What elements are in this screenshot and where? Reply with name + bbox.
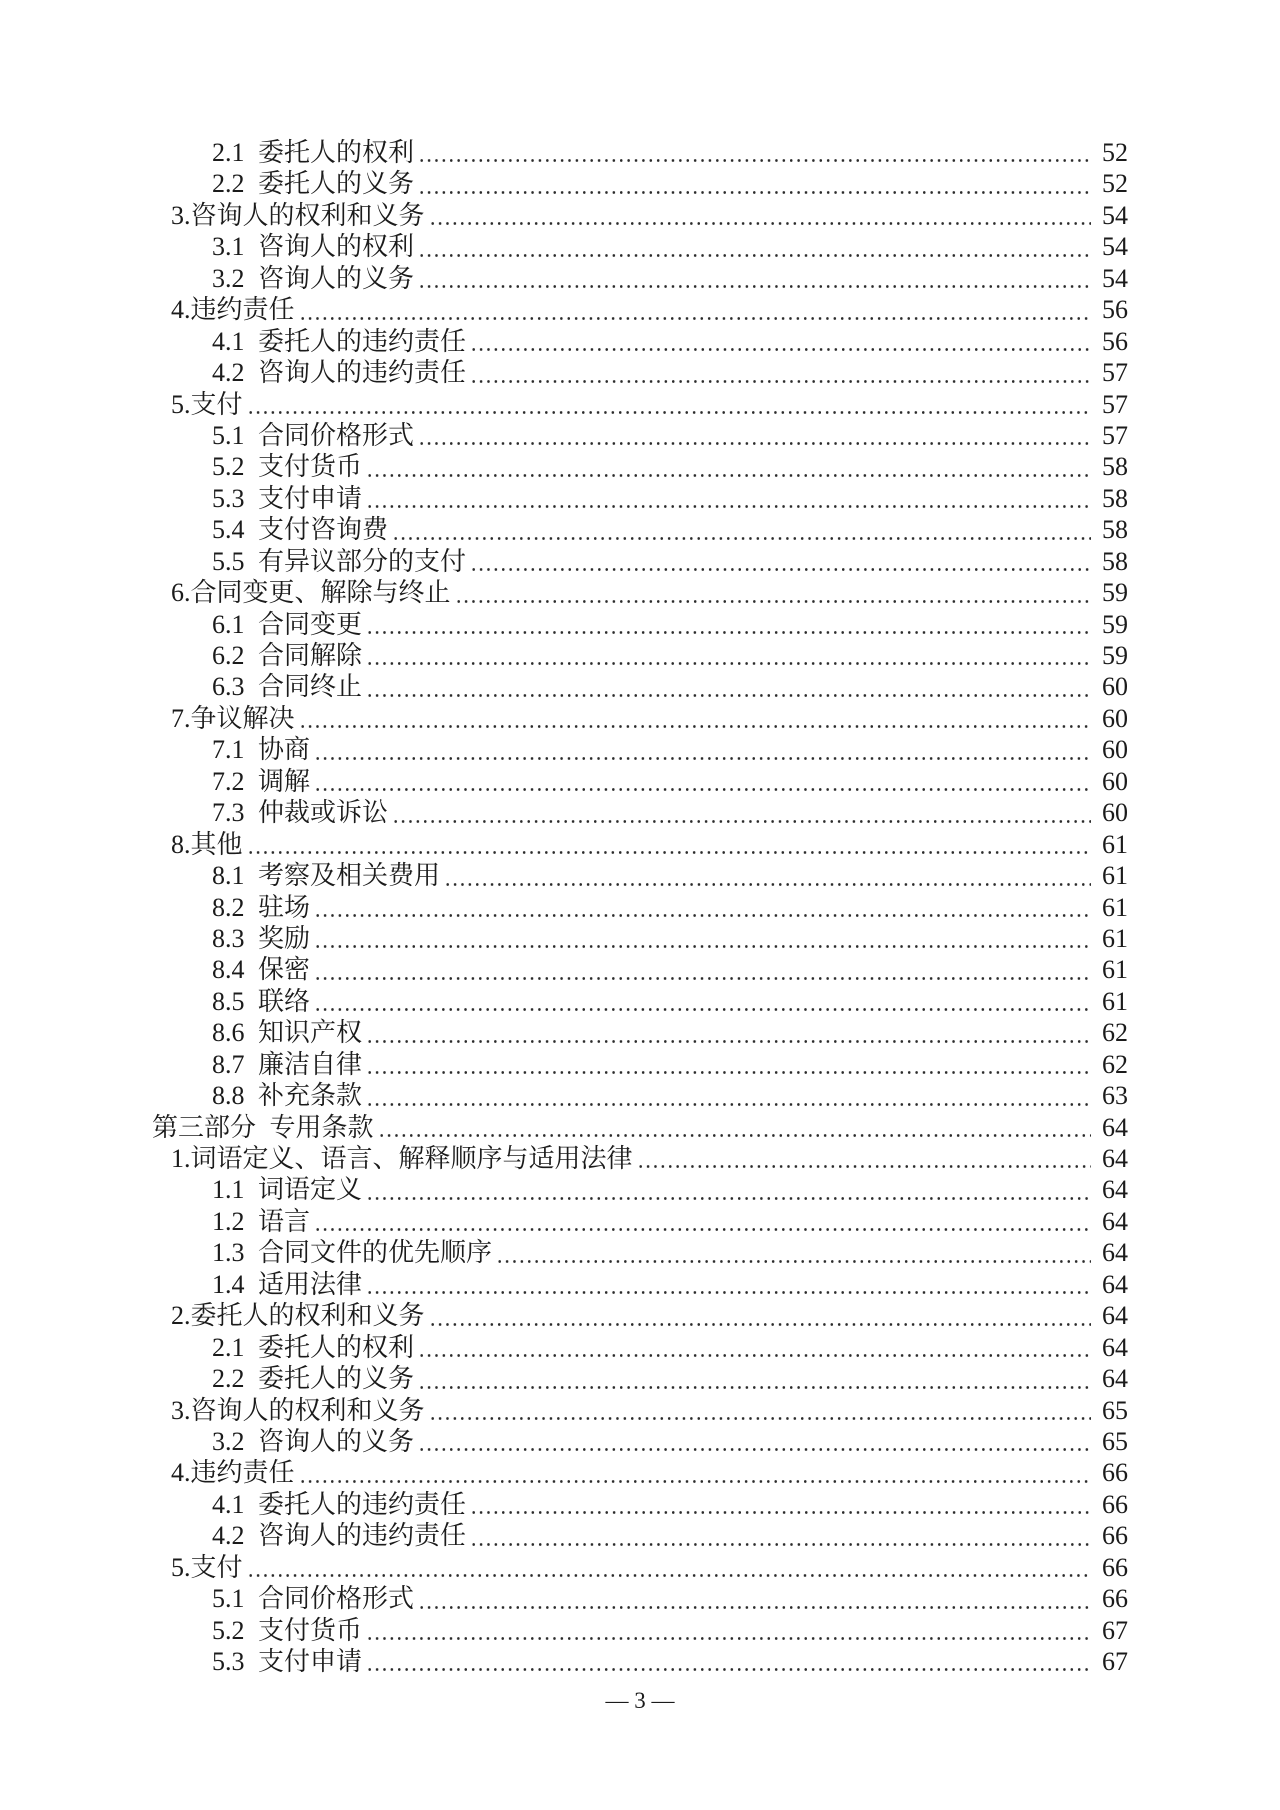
toc-entry-page: 66 <box>1102 1521 1128 1551</box>
toc-entry <box>0 326 1280 357</box>
toc-entry-label: 8.5 联络 <box>212 986 311 1016</box>
toc-entry <box>0 1615 1280 1646</box>
toc-entry-label: 5.2 支付货币 <box>212 1615 363 1645</box>
toc-entry-page: 60 <box>1102 703 1128 733</box>
toc-entry <box>0 892 1280 923</box>
toc-entry <box>0 137 1280 168</box>
toc-entry-label: 8.8 补充条款 <box>212 1081 363 1111</box>
toc-leader-dots <box>418 190 1091 195</box>
toc-entry-page: 58 <box>1102 515 1128 545</box>
toc-leader-dots <box>455 599 1091 604</box>
toc-entry-label: 2.1 委托人的权利 <box>212 138 415 167</box>
toc-entry <box>0 640 1280 671</box>
toc-entry-page: 58 <box>1102 546 1128 576</box>
toc-leader-dots <box>314 756 1091 761</box>
toc-leader-dots <box>366 630 1091 635</box>
toc-entry <box>0 1457 1280 1488</box>
toc-leader-dots <box>429 221 1091 226</box>
toc-entry-label: 1.1 词语定义 <box>212 1175 363 1205</box>
toc-leader-dots <box>247 850 1091 855</box>
toc-entry-page: 67 <box>1102 1615 1128 1645</box>
toc-leader-dots <box>299 1479 1091 1484</box>
toc-leader-dots <box>366 1196 1091 1201</box>
toc-entry-label: 8.6 知识产权 <box>212 1018 363 1048</box>
toc-entry-label: 8.3 奖励 <box>212 923 311 953</box>
toc-entry-label: 6.2 合同解除 <box>212 641 363 670</box>
toc-entry-label: 3.2 咨询人的义务 <box>212 1426 415 1456</box>
toc-entry-page: 61 <box>1102 923 1128 953</box>
toc-entry <box>0 420 1280 451</box>
toc-entry <box>0 1269 1280 1300</box>
toc-entry-page: 59 <box>1102 578 1128 608</box>
toc-entry-label: 第三部分 专用条款 <box>152 1112 374 1142</box>
toc-entry-label: 4.2 咨询人的违约责任 <box>212 358 467 388</box>
toc-entry <box>0 231 1280 262</box>
toc-leader-dots <box>637 1164 1091 1169</box>
toc-entry-page: 65 <box>1102 1426 1128 1456</box>
toc-entry <box>0 1363 1280 1394</box>
toc-entry <box>0 200 1280 231</box>
toc-entry-label: 5.5 有异议部分的支付 <box>212 546 467 576</box>
toc-leader-dots <box>314 976 1091 981</box>
toc-entry-page: 64 <box>1102 1238 1128 1268</box>
toc-entry-label: 6.合同变更、解除与终止 <box>171 578 451 608</box>
toc-entry-page: 67 <box>1102 1647 1128 1676</box>
toc-entry-page: 66 <box>1102 1552 1128 1582</box>
toc-entry-label: 5.1 合同价格形式 <box>212 420 415 450</box>
toc-entry-page: 54 <box>1102 200 1128 230</box>
toc-leader-dots <box>470 1542 1091 1547</box>
toc-entry-label: 5.支付 <box>171 389 243 419</box>
toc-entry-page: 58 <box>1102 483 1128 513</box>
toc-entry-label: 1.4 适用法律 <box>212 1269 363 1299</box>
toc-entry <box>0 1426 1280 1457</box>
toc-entry-label: 8.1 考察及相关费用 <box>212 861 441 891</box>
toc-entry-page: 57 <box>1102 358 1128 388</box>
toc-entry-label: 5.2 支付货币 <box>212 452 363 482</box>
page-number: — 3 — <box>605 1688 675 1713</box>
toc-entry <box>0 1017 1280 1048</box>
toc-entry-label: 4.违约责任 <box>171 1458 295 1488</box>
toc-leader-dots <box>418 1353 1091 1358</box>
toc-leader-dots <box>392 536 1091 541</box>
toc-entry-label: 3.2 咨询人的义务 <box>212 263 415 293</box>
toc-entry-label: 2.委托人的权利和义务 <box>171 1301 425 1331</box>
toc-entry-label: 3.咨询人的权利和义务 <box>171 200 425 230</box>
toc-leader-dots <box>429 1416 1091 1421</box>
toc-leader-dots <box>299 724 1091 729</box>
toc-entry-page: 57 <box>1102 420 1128 450</box>
toc-entry-page: 52 <box>1102 138 1128 167</box>
toc-leader-dots <box>366 1290 1091 1295</box>
toc-leader-dots <box>366 1070 1091 1075</box>
toc-entry-label: 2.2 委托人的义务 <box>212 1364 415 1394</box>
toc-entry <box>0 923 1280 954</box>
toc-entry <box>0 671 1280 702</box>
toc-leader-dots <box>366 1039 1091 1044</box>
toc-entry <box>0 1583 1280 1614</box>
toc-entry <box>0 1520 1280 1551</box>
toc-entry <box>0 1174 1280 1205</box>
toc-entry-page: 60 <box>1102 798 1128 828</box>
toc-entry-page: 61 <box>1102 986 1128 1016</box>
toc-leader-dots <box>496 1259 1091 1264</box>
toc-entry <box>0 1237 1280 1268</box>
toc-entry-page: 52 <box>1102 169 1128 199</box>
toc-entry-page: 66 <box>1102 1458 1128 1488</box>
toc-entry-label: 1.3 合同文件的优先顺序 <box>212 1238 493 1268</box>
toc-entry <box>0 1395 1280 1426</box>
toc-entry <box>0 609 1280 640</box>
toc-entry-label: 5.1 合同价格形式 <box>212 1584 415 1614</box>
toc-entry-page: 59 <box>1102 641 1128 670</box>
toc-entry-page: 61 <box>1102 861 1128 891</box>
toc-leader-dots <box>444 882 1091 887</box>
toc-entry <box>0 829 1280 860</box>
toc-entry <box>0 451 1280 482</box>
toc-entry-page: 64 <box>1102 1112 1128 1142</box>
toc-entry-label: 7.2 调解 <box>212 766 311 796</box>
toc-leader-dots <box>314 1007 1091 1012</box>
toc-leader-dots <box>418 1385 1091 1390</box>
toc-entry <box>0 1489 1280 1520</box>
toc-entry <box>0 483 1280 514</box>
toc-entry <box>0 797 1280 828</box>
toc-entry-page: 64 <box>1102 1144 1128 1173</box>
toc-entry-page: 64 <box>1102 1301 1128 1331</box>
toc-entry-label: 3.1 咨询人的权利 <box>212 232 415 262</box>
toc-entry-label: 2.2 委托人的义务 <box>212 169 415 199</box>
toc-leader-dots <box>418 158 1091 163</box>
toc-leader-dots <box>418 1605 1091 1610</box>
toc-entry-page: 60 <box>1102 735 1128 765</box>
toc-entry-label: 6.3 合同终止 <box>212 672 363 702</box>
toc-entry <box>0 514 1280 545</box>
toc-entry <box>0 1552 1280 1583</box>
toc-entry <box>0 389 1280 420</box>
toc-entry-label: 7.1 协商 <box>212 735 311 765</box>
toc-entry <box>0 766 1280 797</box>
toc-entry-label: 6.1 合同变更 <box>212 609 363 639</box>
toc-entry-page: 61 <box>1102 829 1128 859</box>
toc-entry-label: 7.争议解决 <box>171 703 295 733</box>
toc-entry-page: 61 <box>1102 892 1128 922</box>
toc-entry-page: 54 <box>1102 263 1128 293</box>
toc-leader-dots <box>366 504 1091 509</box>
toc-entry <box>0 1080 1280 1111</box>
toc-leader-dots <box>366 473 1091 478</box>
toc-entry-label: 5.支付 <box>171 1552 243 1582</box>
toc-entry-label: 5.3 支付申请 <box>212 483 363 513</box>
toc-leader-dots <box>314 944 1091 949</box>
toc-entry-page: 61 <box>1102 955 1128 985</box>
toc-entry-page: 66 <box>1102 1489 1128 1519</box>
toc-entry-page: 56 <box>1102 326 1128 356</box>
toc-entry-page: 64 <box>1102 1269 1128 1299</box>
toc-leader-dots <box>314 787 1091 792</box>
toc-entry-page: 66 <box>1102 1584 1128 1614</box>
toc-entry-label: 5.3 支付申请 <box>212 1647 363 1676</box>
page-footer <box>0 1688 1280 1714</box>
toc-entry-label: 2.1 委托人的权利 <box>212 1332 415 1362</box>
toc-entry-page: 60 <box>1102 766 1128 796</box>
toc-leader-dots <box>378 1133 1091 1138</box>
toc-entry-label: 8.其他 <box>171 829 243 859</box>
toc-leader-dots <box>470 347 1091 352</box>
toc-entry-page: 64 <box>1102 1206 1128 1236</box>
toc-entry <box>0 263 1280 294</box>
toc-entry-page: 57 <box>1102 389 1128 419</box>
toc-entry-page: 64 <box>1102 1364 1128 1394</box>
toc-leader-dots <box>366 661 1091 666</box>
toc-leader-dots <box>366 1102 1091 1107</box>
toc-entry-page: 54 <box>1102 232 1128 262</box>
toc-entry-label: 8.2 驻场 <box>212 892 311 922</box>
toc-leader-dots <box>366 693 1091 698</box>
toc-leader-dots <box>299 316 1091 321</box>
toc-entry <box>0 294 1280 325</box>
toc-entry <box>0 860 1280 891</box>
toc-entry-label: 7.3 仲裁或诉讼 <box>212 798 389 828</box>
toc-entry <box>0 1143 1280 1174</box>
toc-leader-dots <box>470 379 1091 384</box>
toc-entry <box>0 986 1280 1017</box>
toc-entry-page: 64 <box>1102 1175 1128 1205</box>
toc-entry-label: 4.2 咨询人的违约责任 <box>212 1521 467 1551</box>
toc-entry <box>0 1300 1280 1331</box>
toc-entry-label: 8.7 廉洁自律 <box>212 1049 363 1079</box>
toc-entry <box>0 546 1280 577</box>
toc-entry-label: 1.2 语言 <box>212 1206 311 1236</box>
toc-entry-page: 59 <box>1102 609 1128 639</box>
toc-entry <box>0 1646 1280 1677</box>
toc-leader-dots <box>470 567 1091 572</box>
toc-leader-dots <box>247 1573 1091 1578</box>
toc-entry <box>0 1332 1280 1363</box>
toc-entry <box>0 734 1280 765</box>
toc-leader-dots <box>314 1227 1091 1232</box>
toc-entry-page: 63 <box>1102 1081 1128 1111</box>
toc-entry-label: 1.词语定义、语言、解释顺序与适用法律 <box>171 1144 633 1173</box>
toc-leader-dots <box>314 913 1091 918</box>
toc-entry-label: 5.4 支付咨询费 <box>212 515 389 545</box>
toc-entry-page: 58 <box>1102 452 1128 482</box>
toc-entry <box>0 1112 1280 1143</box>
toc-entry-page: 62 <box>1102 1049 1128 1079</box>
toc-leader-dots <box>418 284 1091 289</box>
toc-leader-dots <box>418 253 1091 258</box>
toc-entry <box>0 357 1280 388</box>
toc-entry <box>0 954 1280 985</box>
toc-leader-dots <box>392 819 1091 824</box>
toc-entry-page: 56 <box>1102 295 1128 325</box>
toc-entry-page: 65 <box>1102 1395 1128 1425</box>
toc-entry <box>0 1049 1280 1080</box>
toc-leader-dots <box>366 1667 1091 1672</box>
toc-entry-label: 8.4 保密 <box>212 955 311 985</box>
toc-entry-label: 4.1 委托人的违约责任 <box>212 1489 467 1519</box>
toc-entry <box>0 1206 1280 1237</box>
toc-leader-dots <box>247 410 1091 415</box>
toc-leader-dots <box>470 1510 1091 1515</box>
toc-entry-label: 3.咨询人的权利和义务 <box>171 1395 425 1425</box>
toc-entry <box>0 168 1280 199</box>
toc-leader-dots <box>429 1322 1091 1327</box>
toc-entry-page: 64 <box>1102 1332 1128 1362</box>
toc-leader-dots <box>418 441 1091 446</box>
table-of-contents <box>0 137 1280 1677</box>
toc-entry <box>0 577 1280 608</box>
toc-entry <box>0 703 1280 734</box>
toc-leader-dots <box>366 1636 1091 1641</box>
toc-entry-page: 60 <box>1102 672 1128 702</box>
toc-leader-dots <box>418 1447 1091 1452</box>
toc-entry-page: 62 <box>1102 1018 1128 1048</box>
toc-entry-label: 4.1 委托人的违约责任 <box>212 326 467 356</box>
toc-entry-label: 4.违约责任 <box>171 295 295 325</box>
